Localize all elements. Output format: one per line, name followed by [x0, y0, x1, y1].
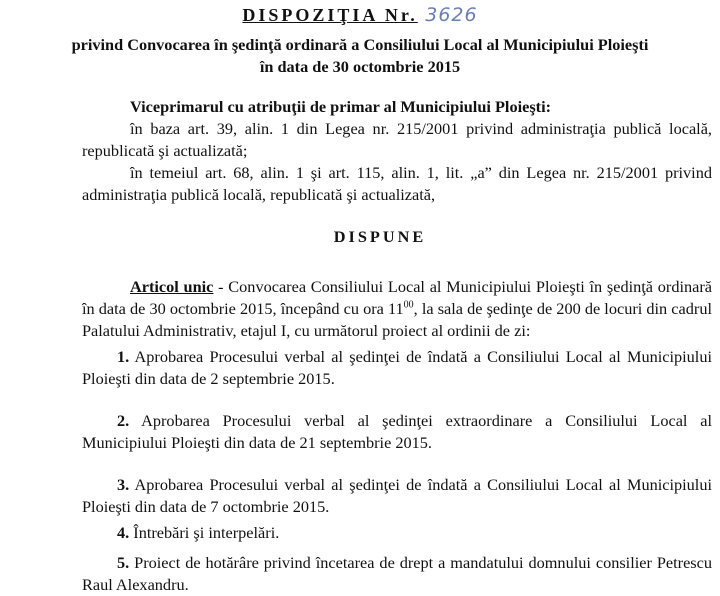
- document-title: [0, 2, 720, 28]
- agenda-item-5: [82, 552, 712, 596]
- issuer: Viceprimarul cu atribuţii de primar al Municipiului Ploieşti:: [130, 97, 552, 116]
- agenda-item-2: [82, 410, 712, 454]
- agenda-item-4: [82, 522, 712, 544]
- item-text: Întrebări şi interpelări.: [129, 523, 280, 542]
- handwritten-number: 3626: [425, 4, 478, 26]
- article-text-cont: , la sala de şedinţe de 200 de locuri din cadrul Palatului Administrativ, etajul I, cu următorul proiect al ordinii de zi:: [82, 299, 712, 340]
- item-number: 2.: [117, 411, 130, 430]
- article-label: Articol unic: [130, 277, 214, 296]
- article-sup: 00: [403, 299, 414, 311]
- article: [82, 276, 712, 342]
- item-text: Aprobarea Procesului verbal al şedinţei extraordinare a Consiliului Local al Municipiului Ploieşti din data de 21 septembrie 2015.: [82, 411, 712, 452]
- item-text: Proiect de hotărâre privind încetarea de drept a mandatului domnului consilier Petrescu Raul Alexandru.: [82, 553, 712, 594]
- legal-basis-2: în temeiul art. 68, alin. 1 şi art. 115, alin. 1, lit. „a” din Legea nr. 215/2001 privind administraţia publică locală, republicată şi actualizată,: [82, 163, 712, 204]
- item-number: 5.: [117, 553, 130, 572]
- item-number: 4.: [117, 523, 130, 542]
- item-number: 1.: [117, 347, 130, 366]
- subtitle-line2: în data de 30 octombrie 2015: [259, 57, 461, 76]
- agenda-item-3: [82, 474, 712, 518]
- item-number: 3.: [117, 475, 130, 494]
- article-text: - Convocarea Consiliului Local al Municipiului Ploieşti în şedinţă ordinară în data de 30 octombrie 2015, începând cu ora 11: [82, 277, 713, 318]
- item-text: Aprobarea Procesului verbal al şedinţei de îndată a Consiliului Local al Municipiului Ploieşti din data de 7 octombrie 2015.: [82, 475, 712, 516]
- subtitle-line1: privind Convocarea în şedinţă ordinară a Consiliului Local al Municipiului Ploieşti: [71, 35, 649, 54]
- agenda-item-1: [82, 346, 712, 390]
- item-text: Aprobarea Procesului verbal al şedinţei de îndată a Consiliului Local al Municipiului Ploieşti din data de 2 septembrie 2015.: [82, 347, 712, 388]
- legal-basis-1: în baza art. 39, alin. 1 din Legea nr. 215/2001 privind administraţia publică locală, republicată şi actualizată;: [82, 119, 712, 160]
- title-label: DISPOZIŢIA Nr.: [242, 5, 418, 25]
- dispune-heading: DISPUNE: [333, 227, 427, 246]
